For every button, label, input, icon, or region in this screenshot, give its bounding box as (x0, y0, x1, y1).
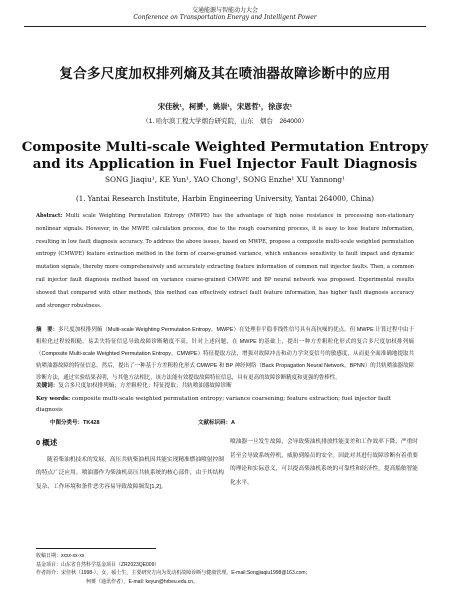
classification-line (50, 418, 410, 426)
title-en-line1: Composite Multi-scale Weighted Permutation Entropy (21, 139, 429, 155)
header-rule (24, 26, 426, 27)
footnote-received: 收稿日期：xxxx-xx-xx (36, 553, 85, 559)
clc-number: 中图分类号：TK428 (50, 420, 100, 426)
keywords-en (36, 394, 414, 416)
document-code: 文献标识码：A (198, 420, 235, 426)
abstract-en-label: Abstract: (36, 213, 63, 219)
abstract-en-text: Multi scale Weighting Permutation Entropy (MWPE) has the advantage of high noise resistance in processing non-stationary nonlinear signals. However, in the MWPE calculation process, due to the rough coarsening process, it is easy to lose feature information, resulting in low fault diagnosis accuracy. To address the above issues, based on MWPE, propose a composite multi-scale weighted permutation entropy (CMWPE) feature extraction method in the form of coarse-grained variance, which enhances sensitivity to fault impact and dynamic mutation signals, thereby more comprehensively and accurately extracting feature information of common rail injector faults. Then, a common rail injector fault diagnosis method based on variance coarse-grained CMWPE and BP neural network was proposed. Experimental results showed that compared with other methods, this method can effectively extract fault feature information, has higher fault diagnosis accuracy and stronger robustness. (36, 213, 414, 309)
section-title: 0 概述 (36, 438, 58, 447)
footnote-author1: 作者简介：宋佳秋（1998-），女，硕士生，主要研究方向为发动机故障诊断与健康管理。E-mail:Songjiaqiu1998@163.com； (36, 570, 311, 577)
section-paragraph-left: 随着柴油机技术的发展，高压共轨柴油机因其能实现精准燃油喷射控制的特点广泛应用。喷油器作为柴油机高压共轨系统的核心部件，由于其结构复杂、工作环境和条件恶劣容易导致故障频发[1,2]。 (36, 456, 224, 490)
keywords-cn-text: 复合多尺度加权排列熵；方差粗粒化；特征提取；共轨喷油器故障诊断 (58, 383, 232, 389)
body-column-left (36, 436, 224, 494)
keywords-en-text: composite multi-scale weighted permutation entropy; variance coarsening; feature extraction; fuel injector fault diagnosis (36, 396, 392, 413)
title-cn: 复合多尺度加权排列熵及其在喷油器故障诊断中的应用 (59, 66, 391, 81)
footnote-fund: 基金项目：山东省自然科学基金项目（ZR2023QE009） (36, 561, 160, 568)
section-paragraph-right: 喷油器一旦发生故障，会导致柴油机排放性能变差和工作效率下降，严重时甚至会导致系统停机，威胁到船员的安全。因此对其进行故障诊断有着重要的理论和实际意义，可以提高柴油机系统的可靠性和经济性，提高船舶智能化水平。 (230, 439, 418, 486)
title-en-line2: and its Application in Fuel Injector Fault Diagnosis (32, 156, 418, 172)
running-header-en: Conference on Transportation Energy and Intelligent Power (133, 14, 317, 21)
footnote-rule (36, 548, 156, 549)
running-header-cn: 交通能源与智能动力大会 (191, 8, 258, 14)
affiliation-en: (1. Yantai Research Institute, Harbin Engineering University, Yantai 264000, China) (76, 195, 374, 203)
keywords-en-label: Key words: (36, 396, 71, 402)
footnote-author2: 柯赟（通讯作者），E-mail: keyun@hrbeu.edu.cn。 (86, 578, 199, 585)
body-column-right (230, 436, 418, 490)
abstract-cn-text: 多尺度加权排列熵（Multi-scale Weighting Permutation Entropy，MWPE）在处理非平稳非线性信号具有高抗噪的优点，但 MWPE 计算过程中由于粗粒化过程较粗糙，易丢失特征信息导致故障诊断精度不高，针对上述问题，在 MWPE 的基础上，提出一种方差粗粒化形式的复合多尺度加权排列熵（Composite Multi-scale Weighted Permutation Entropy，CMWPE）特征提取方法，增强对故障冲击和动力学突变信号的敏感度，从而更全面准确地提取共轨喷油器故障的特征信息。然后，提出了一种基于方差粗粒化形式 CMWPE 和 BP 神经网络（Back Propagation Neural Network，BPNN）的共轨喷油器故障诊断方法，通过实验结果表明，与其他方法相比，该方法能有效提取故障特征信息，具有更高的故障诊断精度和更强的鲁棒性。 (36, 327, 414, 381)
title-en (0, 139, 450, 173)
abstract-cn (36, 325, 414, 385)
authors-en: SONG Jiaqiu¹, KE Yun¹, YAO Chong¹, SONG Enzhe¹ XU Yannong¹ (104, 175, 346, 184)
keywords-cn-label: 关键词： (36, 383, 59, 389)
authors-cn: 宋佳秋¹，柯赟¹，姚崇¹，宋恩哲¹，徐彦农¹ (157, 102, 293, 111)
affiliation-cn: （1. 哈尔滨工程大学烟台研究院，山东 烟台 264000） (142, 118, 308, 125)
abstract-en (36, 210, 414, 312)
footnotes (36, 552, 414, 586)
keywords-cn (36, 381, 414, 392)
abstract-cn-label: 摘 要： (36, 327, 59, 333)
